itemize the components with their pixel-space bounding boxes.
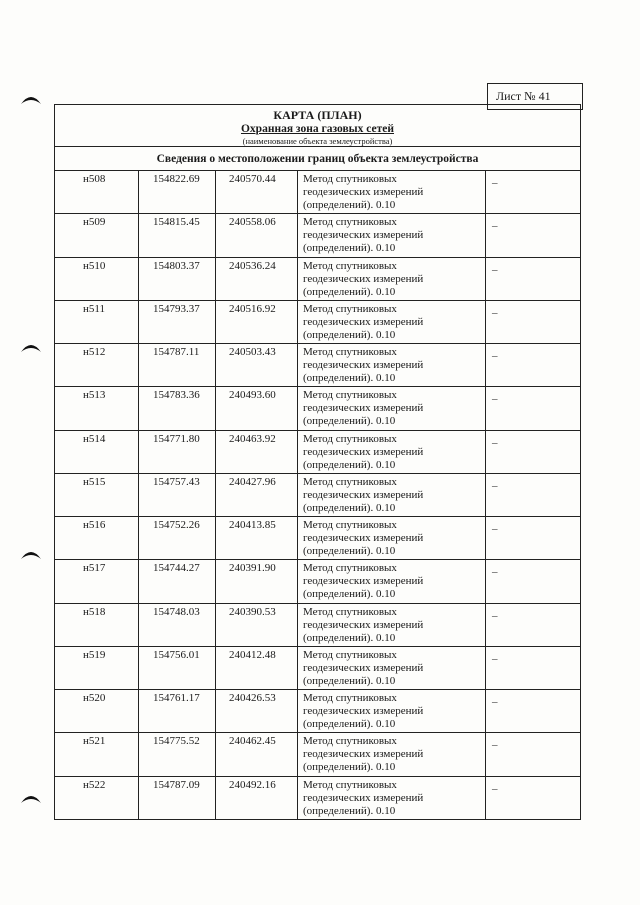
x-coordinate-cell (139, 560, 216, 602)
point-name: н514 (83, 432, 106, 445)
document-frame (54, 104, 581, 820)
note-cell (486, 474, 580, 516)
y-coordinate-cell (216, 431, 298, 473)
x-coordinate: 154803.37 (153, 259, 200, 272)
method-line-3: (определений). 0.10 (303, 199, 396, 211)
method-line-3: (определений). 0.10 (303, 718, 396, 731)
sheet-number-label: Лист № 41 (496, 89, 551, 103)
y-coordinate: 240493.60 (229, 389, 276, 402)
x-coordinate-cell (139, 301, 216, 343)
method-line-3: (определений). 0.10 (303, 372, 396, 385)
note-dash: – (492, 263, 498, 276)
x-coordinate-cell (139, 474, 216, 516)
x-coordinate: 154775.52 (153, 735, 200, 748)
x-coordinate-cell (139, 647, 216, 689)
method-line-2: геодезических измерений (303, 488, 424, 501)
x-coordinate: 154748.03 (153, 605, 200, 618)
table-row (55, 474, 580, 517)
method-line-2: геодезических измерений (303, 402, 424, 415)
section-title: Сведения о местоположении границ объекта землеустройства (55, 147, 580, 171)
note-dash: – (492, 609, 498, 622)
note-dash: – (492, 350, 498, 363)
note-cell (486, 258, 580, 300)
y-coordinate: 240536.24 (229, 259, 276, 272)
note-dash: – (492, 566, 498, 579)
x-coordinate-cell (139, 690, 216, 732)
point-name: н517 (83, 562, 106, 575)
y-coordinate-cell (216, 690, 298, 732)
point-name-cell (55, 387, 139, 429)
method-line-2: геодезических измерений (303, 791, 424, 804)
point-name-cell (55, 560, 139, 602)
punch-hole-mark (20, 341, 42, 353)
note-cell (486, 171, 580, 213)
document-header (55, 105, 580, 147)
note-dash: – (492, 306, 498, 319)
method-line-3: (определений). 0.10 (303, 761, 396, 774)
method-line-3: (определений). 0.10 (303, 242, 396, 255)
note-cell (486, 777, 580, 819)
object-name: Охранная зона газовых сетей (240, 123, 395, 135)
punch-hole-mark (20, 792, 42, 804)
method-line-1: Метод спутниковых (303, 735, 397, 748)
method-line-1: Метод спутниковых (303, 692, 397, 705)
method-cell (298, 733, 486, 775)
method-line-1: Метод спутниковых (303, 389, 397, 402)
note-cell (486, 344, 580, 386)
table-row (55, 431, 580, 474)
x-coordinate: 154783.36 (153, 389, 200, 402)
point-name-cell (55, 474, 139, 516)
point-name-cell (55, 517, 139, 559)
method-line-2: геодезических измерений (303, 315, 424, 328)
method-cell (298, 517, 486, 559)
y-coordinate: 240492.16 (229, 778, 276, 791)
note-dash: – (492, 739, 498, 752)
method-line-2: геодезических измерений (303, 618, 424, 631)
method-line-2: геодезических измерений (303, 532, 424, 545)
punch-hole-mark (20, 93, 42, 105)
y-coordinate-cell (216, 517, 298, 559)
point-name: н512 (83, 346, 106, 359)
table-row (55, 690, 580, 733)
method-line-3: (определений). 0.10 (303, 458, 396, 471)
method-line-2: геодезических измерений (303, 661, 424, 674)
y-coordinate: 240426.53 (229, 692, 276, 705)
method-cell (298, 301, 486, 343)
method-line-3: (определений). 0.10 (303, 501, 396, 514)
point-name-cell (55, 733, 139, 775)
x-coordinate: 154761.17 (153, 692, 200, 705)
x-coordinate: 154787.11 (153, 346, 200, 359)
table-row (55, 560, 580, 603)
y-coordinate: 240462.45 (229, 735, 276, 748)
note-dash: – (492, 393, 498, 406)
method-line-2: геодезических измерений (303, 575, 424, 588)
method-line-3: (определений). 0.10 (303, 285, 396, 298)
method-line-3: (определений). 0.10 (303, 545, 396, 558)
method-cell (298, 474, 486, 516)
x-coordinate: 154822.69 (153, 173, 200, 185)
method-line-3: (определений). 0.10 (303, 328, 396, 341)
punch-hole-mark (20, 548, 42, 560)
note-dash: – (492, 177, 498, 189)
x-coordinate: 154787.09 (153, 778, 200, 791)
x-coordinate: 154793.37 (153, 302, 200, 315)
method-line-3: (определений). 0.10 (303, 804, 396, 817)
table-row (55, 387, 580, 430)
method-cell (298, 214, 486, 256)
y-coordinate: 240391.90 (229, 562, 276, 575)
note-cell (486, 647, 580, 689)
method-line-2: геодезических измерений (303, 359, 424, 372)
method-line-1: Метод спутниковых (303, 432, 397, 445)
point-name-cell (55, 214, 139, 256)
note-cell (486, 431, 580, 473)
method-cell (298, 431, 486, 473)
note-cell (486, 690, 580, 732)
y-coordinate: 240413.85 (229, 519, 276, 532)
note-cell (486, 733, 580, 775)
point-name: н516 (83, 519, 106, 532)
method-line-1: Метод спутниковых (303, 259, 397, 272)
y-coordinate-cell (216, 344, 298, 386)
method-line-1: Метод спутниковых (303, 605, 397, 618)
y-coordinate: 240558.06 (229, 216, 276, 229)
method-line-1: Метод спутниковых (303, 302, 397, 315)
y-coordinate-cell (216, 647, 298, 689)
y-coordinate-cell (216, 604, 298, 646)
y-coordinate: 240412.48 (229, 648, 276, 661)
method-cell (298, 777, 486, 819)
point-name-cell (55, 431, 139, 473)
point-name-cell (55, 777, 139, 819)
x-coordinate: 154771.80 (153, 432, 200, 445)
method-cell (298, 344, 486, 386)
method-cell (298, 387, 486, 429)
x-coordinate-cell (139, 777, 216, 819)
y-coordinate-cell (216, 733, 298, 775)
x-coordinate: 154744.27 (153, 562, 200, 575)
method-line-1: Метод спутниковых (303, 173, 397, 185)
y-coordinate: 240390.53 (229, 605, 276, 618)
note-dash: – (492, 436, 498, 449)
method-line-1: Метод спутниковых (303, 519, 397, 532)
method-line-1: Метод спутниковых (303, 475, 397, 488)
note-cell (486, 301, 580, 343)
point-name: н510 (83, 259, 106, 272)
point-name: н511 (83, 302, 105, 315)
x-coordinate-cell (139, 604, 216, 646)
note-cell (486, 517, 580, 559)
method-line-2: геодезических измерений (303, 445, 424, 458)
y-coordinate: 240503.43 (229, 346, 276, 359)
point-name-cell (55, 258, 139, 300)
x-coordinate-cell (139, 344, 216, 386)
table-row (55, 258, 580, 301)
method-cell (298, 690, 486, 732)
x-coordinate-cell (139, 258, 216, 300)
point-name-cell (55, 171, 139, 213)
point-name: н520 (83, 692, 106, 705)
method-line-2: геодезических измерений (303, 705, 424, 718)
x-coordinate-cell (139, 517, 216, 559)
y-coordinate-cell (216, 474, 298, 516)
method-line-3: (определений). 0.10 (303, 415, 396, 428)
method-line-1: Метод спутниковых (303, 648, 397, 661)
table-row (55, 301, 580, 344)
x-coordinate: 154815.45 (153, 216, 200, 229)
method-line-2: геодезических измерений (303, 229, 424, 242)
y-coordinate: 240516.92 (229, 302, 276, 315)
x-coordinate-cell (139, 387, 216, 429)
point-name: н519 (83, 648, 106, 661)
note-dash: – (492, 523, 498, 536)
y-coordinate: 240463.92 (229, 432, 276, 445)
method-cell (298, 258, 486, 300)
note-dash: – (492, 652, 498, 665)
table-row (55, 344, 580, 387)
note-cell (486, 560, 580, 602)
document-title: КАРТА (ПЛАН) (273, 108, 362, 122)
y-coordinate: 240570.44 (229, 173, 276, 185)
point-name-cell (55, 604, 139, 646)
x-coordinate: 154752.26 (153, 519, 200, 532)
y-coordinate-cell (216, 258, 298, 300)
point-name-cell (55, 301, 139, 343)
x-coordinate-cell (139, 733, 216, 775)
point-name: н521 (83, 735, 106, 748)
x-coordinate: 154757.43 (153, 475, 200, 488)
point-name-cell (55, 344, 139, 386)
method-cell (298, 647, 486, 689)
point-name: н515 (83, 475, 106, 488)
point-name: н522 (83, 778, 106, 791)
y-coordinate-cell (216, 387, 298, 429)
y-coordinate-cell (216, 301, 298, 343)
method-line-3: (определений). 0.10 (303, 674, 396, 687)
method-cell (298, 604, 486, 646)
point-name: н518 (83, 605, 106, 618)
note-dash: – (492, 696, 498, 709)
point-name-cell (55, 647, 139, 689)
table-row (55, 171, 580, 214)
point-name: н508 (83, 173, 106, 185)
x-coordinate-cell (139, 214, 216, 256)
method-line-1: Метод спутниковых (303, 216, 397, 229)
table-row (55, 604, 580, 647)
table-row (55, 733, 580, 776)
y-coordinate-cell (216, 214, 298, 256)
note-cell (486, 214, 580, 256)
x-coordinate: 154756.01 (153, 648, 200, 661)
note-cell (486, 387, 580, 429)
method-line-1: Метод спутниковых (303, 778, 397, 791)
table-row (55, 517, 580, 560)
y-coordinate-cell (216, 777, 298, 819)
method-line-3: (определений). 0.10 (303, 588, 396, 601)
table-row (55, 777, 580, 819)
note-cell (486, 604, 580, 646)
method-line-1: Метод спутниковых (303, 562, 397, 575)
y-coordinate: 240427.96 (229, 475, 276, 488)
x-coordinate-cell (139, 431, 216, 473)
method-line-2: геодезических измерений (303, 272, 424, 285)
y-coordinate-cell (216, 171, 298, 213)
method-line-3: (определений). 0.10 (303, 631, 396, 644)
table-row (55, 214, 580, 257)
method-line-1: Метод спутниковых (303, 346, 397, 359)
object-note: (наименование объекта землеустройства) (242, 136, 393, 146)
coordinates-table (55, 171, 580, 819)
method-cell (298, 560, 486, 602)
method-line-2: геодезических измерений (303, 186, 424, 198)
y-coordinate-cell (216, 560, 298, 602)
point-name-cell (55, 690, 139, 732)
method-cell (298, 171, 486, 213)
note-dash: – (492, 479, 498, 492)
x-coordinate-cell (139, 171, 216, 213)
table-row (55, 647, 580, 690)
point-name: н513 (83, 389, 106, 402)
note-dash: – (492, 782, 498, 795)
method-line-2: геодезических измерений (303, 748, 424, 761)
note-dash: – (492, 220, 498, 233)
point-name: н509 (83, 216, 106, 229)
